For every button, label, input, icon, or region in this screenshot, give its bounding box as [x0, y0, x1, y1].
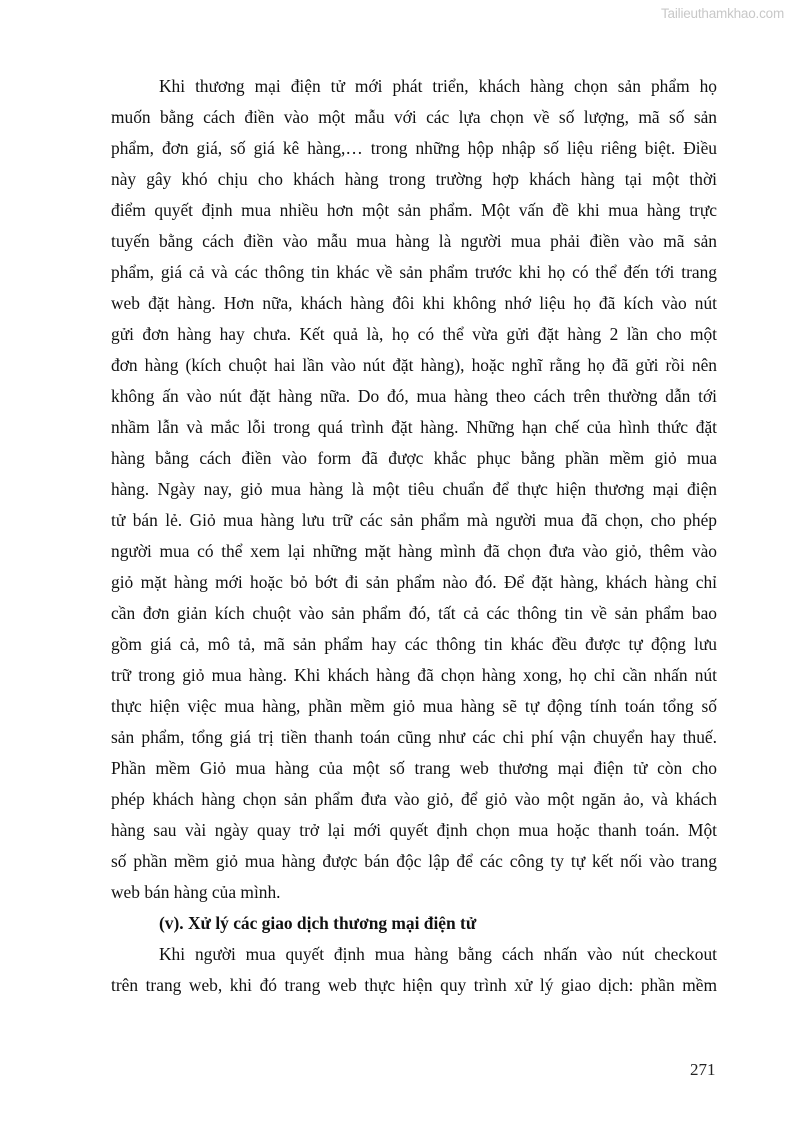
text-line: Khi người mua quyết định mua hàng bằng cách nhấn vào nút checkout	[159, 944, 717, 964]
text-line: gửi đơn hàng hay chưa. Kết quả là, họ có thể vừa gửi đặt hàng 2 lần cho một	[111, 324, 717, 344]
text-line: nhầm lẫn và mắc lỗi trong quá trình đặt hàng. Những hạn chế của hình thức đặt	[111, 417, 717, 437]
watermark: Tailieuthamkhao.com	[660, 6, 784, 21]
section-heading: (v). Xử lý các giao dịch thương mại điện tử	[159, 913, 477, 933]
text-line: hàng bằng cách điền vào form đã được khắc phục bằng phần mềm giỏ mua	[111, 448, 717, 468]
text-line: web đặt hàng. Hơn nữa, khách hàng đôi khi không nhớ liệu họ đã kích vào nút	[111, 293, 717, 313]
text-line: hàng sau vài ngày quay trở lại mới quyết định chọn mua hoặc thanh toán. Một	[111, 820, 717, 840]
text-line: trữ trong giỏ mua hàng. Khi khách hàng đã chọn hàng xong, họ chỉ cần nhấn nút	[111, 665, 717, 685]
text-line: này gây khó chịu cho khách hàng trong trường hợp khách hàng tại một thời	[111, 169, 717, 189]
text-line: không ấn vào nút đặt hàng nữa. Do đó, mua hàng theo cách trên thường dẫn tới	[111, 386, 717, 406]
text-line: muốn bằng cách điền vào một mẫu với các lựa chọn về số lượng, mã số sản	[111, 107, 717, 127]
paragraph-shopping-cart	[111, 71, 717, 908]
text-line: web bán hàng của mình.	[111, 882, 281, 902]
text-line: trên trang web, khi đó trang web thực hiện quy trình xử lý giao dịch: phần mềm	[111, 975, 717, 995]
text-line: người mua có thể xem lại những mặt hàng mình đã chọn đưa vào giỏ, thêm vào	[111, 541, 717, 561]
text-line: số phần mềm giỏ mua hàng được bán độc lập để các công ty tự kết nối vào trang	[111, 851, 717, 871]
text-line: phẩm, giá cả và các thông tin khác về sản phẩm trước khi họ có thể đến tới trang	[111, 262, 717, 282]
text-line: phép khách hàng chọn sản phẩm đưa vào giỏ, để giỏ vào một ngăn ảo, và khách	[111, 789, 717, 809]
text-line: hàng. Ngày nay, giỏ mua hàng là một tiêu chuẩn để thực hiện thương mại điện	[111, 479, 717, 499]
text-line: cần đơn giản kích chuột vào sản phẩm đó, tất cả các thông tin về sản phẩm bao	[111, 603, 717, 623]
page-number: 271	[690, 1060, 716, 1079]
text-line: giỏ mặt hàng mới hoặc bỏ bớt đi sản phẩm nào đó. Để đặt hàng, khách hàng chỉ	[111, 572, 717, 592]
text-line: tuyến bằng cách điền vào mẫu mua hàng là người mua phải điền vào mã sản	[111, 231, 717, 251]
paragraph-transactions	[111, 939, 717, 1001]
text-line: đơn hàng (kích chuột hai lần vào nút đặt hàng), hoặc nghĩ rằng họ đã gửi rồi nên	[111, 355, 717, 375]
text-line: Khi thương mại điện tử mới phát triển, khách hàng chọn sản phẩm họ	[159, 76, 717, 96]
text-line: sản phẩm, tổng giá trị tiền thanh toán cũng như các chi phí vận chuyển hay thuế.	[111, 727, 717, 747]
text-line: phẩm, đơn giá, số giá kê hàng,… trong những hộp nhập số liệu riêng biệt. Điều	[111, 138, 717, 158]
text-line: tử bán lẻ. Giỏ mua hàng lưu trữ các sản phẩm mà người mua đã chọn, cho phép	[111, 510, 717, 530]
page-body	[111, 71, 717, 1001]
text-line: điểm quyết định mua nhiều hơn một sản phẩm. Một vấn đề khi mua hàng trực	[111, 200, 717, 220]
text-line: Phần mềm Giỏ mua hàng của một số trang web thương mại điện tử còn cho	[111, 758, 717, 778]
text-line: gồm giá cả, mô tả, mã sản phẩm hay các thông tin khác đều được tự động lưu	[111, 634, 717, 654]
text-line: thực hiện việc mua hàng, phần mềm giỏ mua hàng sẽ tự động tính toán tổng số	[111, 696, 717, 716]
